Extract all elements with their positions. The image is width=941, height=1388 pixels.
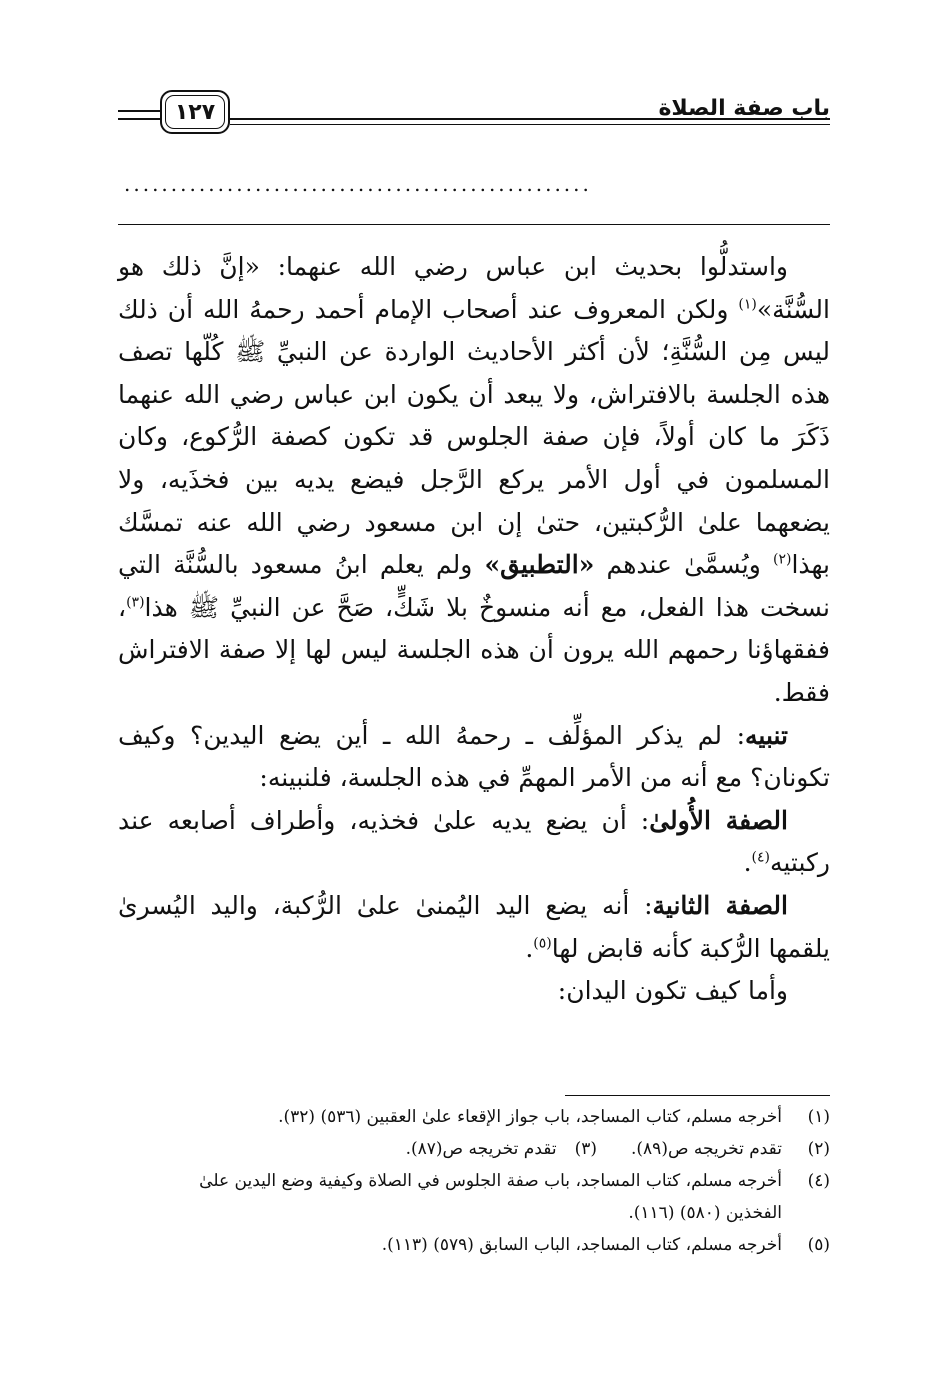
first-description-label: الصفة الأُولىٰ [649,805,788,835]
term-tatbiq: «التطبيق» [484,550,595,580]
top-rule [118,224,830,225]
footnote-number: (٤) [807,1171,830,1191]
footnote-1 [140,1101,830,1133]
footnotes [140,1101,830,1261]
paragraph-5 [118,970,830,1013]
text-span: ويُسمَّىٰ عندهم [594,550,773,580]
text-span: : أن يضع يديه علىٰ فخذيه، وأطراف أصابعه عند ركبتيه [118,805,830,878]
footnote-text: أخرجه مسلم، كتاب المساجد، الباب السابق (٥٧٩) (١١٣). [381,1235,782,1255]
notice-label: تنبيه [745,720,788,750]
footnote-4 [140,1165,830,1229]
footnote-ref-5: (٥) [533,935,552,952]
text-span: . [525,933,534,963]
footnote-text: تقدم تخريجه ص(٨٩). [631,1139,782,1159]
footnote-text: أخرجه مسلم، كتاب المساجد، باب جواز الإقعاء علىٰ العقبين (٥٣٦) (٣٢). [278,1107,782,1127]
footnote-text: أخرجه مسلم، كتاب المساجد، باب صفة الجلوس في الصلاة وكيفية وضع اليدين علىٰ الفخذين (٥٨٠) (١١٦). [199,1171,782,1223]
main-text [118,246,830,1013]
footnote-separator [565,1095,830,1096]
footnote-ref-2: (٢) [772,551,792,568]
paragraph-3 [118,800,830,885]
footnote-number: (٥) [807,1235,830,1255]
header-rule-right-thin [230,124,830,125]
text-span: واستدلُّوا بحديث ابن عباس رضي الله عنهما: «إنَّ ذلك هو السُّنَّة» [118,252,830,324]
header-rule-left-lower [118,118,160,120]
paragraph-1 [118,246,830,715]
text-span: : لم يذكر المؤلِّف ـ رحمهُ الله ـ أين يضع اليدين؟ وكيف تكونان؟ مع أنه من الأمر المهمِّ في هذه الجلسة، فلنبينه: [118,720,830,793]
footnote-ref-1: (١) [738,296,757,313]
page-number-box [160,90,230,134]
page-header [118,88,830,140]
footnote-ref-3: (٣) [126,594,145,611]
paragraph-4 [118,885,830,970]
dotted-separator: .................................................. [124,172,592,196]
footnote-number: (٢) [807,1139,830,1159]
footnote-number: (٣) [574,1139,597,1159]
page-number: ١٢٧ [174,99,216,125]
footnote-5 [140,1229,830,1261]
text-span: وأما كيف تكون اليدان: [557,976,788,1006]
text-span: ولم يعلم ابنُ مسعود بالسُّنَّة التي نسخت هذا الفعل، مع أنه منسوخٌ بلا شَكٍّ، صَحَّ عن النبيِّ ﷺ هذا [118,550,830,622]
footnote-text: تقدم تخريجه ص(٨٧). [405,1139,557,1159]
footnote-2 [140,1133,830,1165]
text-span: : أنه يضع اليد اليُمنىٰ علىٰ الرُّكبة، واليد اليُسرىٰ يلقمها الرُّكبة كأنه قابض لها [118,890,830,963]
footnote-ref-4: (٤) [751,849,770,866]
chapter-title: باب صفة الصلاة [658,96,830,121]
text-span: ولكن المعروف عند أصحاب الإمام أحمد رحمهُ الله أن ذلك ليس مِن السُّنَّةِ؛ لأن أكثر الأحاديث الواردة عن النبيِّ ﷺ كُلّها تصف هذه الجلسة بالافتراش، ولا يبعد أن يكون ابن عباس رضي الله عنهما ذَكَرَ ما كان أولاً، فإن صفة الجلوس قد تكون كصفة الرُّكوع، وكان المسلمون في أول الأمر يركع الرَّجل فيضع يديه بين فخذَيه، ولا يضعهما علىٰ الرُّكبتين، حتىٰ إن ابن مسعود رضي الله عنه تمسَّك بهذا [118,294,830,580]
text-span: . [743,848,752,878]
second-description-label: الصفة الثانية [652,890,788,920]
text-span: ، ففقهاؤنا رحمهم الله يرون أن هذه الجلسة ليس لها إلا صفة الافتراش فقط. [118,592,830,707]
footnote-number: (١) [807,1107,830,1127]
header-rule-left-upper [118,110,160,112]
paragraph-2 [118,715,830,800]
